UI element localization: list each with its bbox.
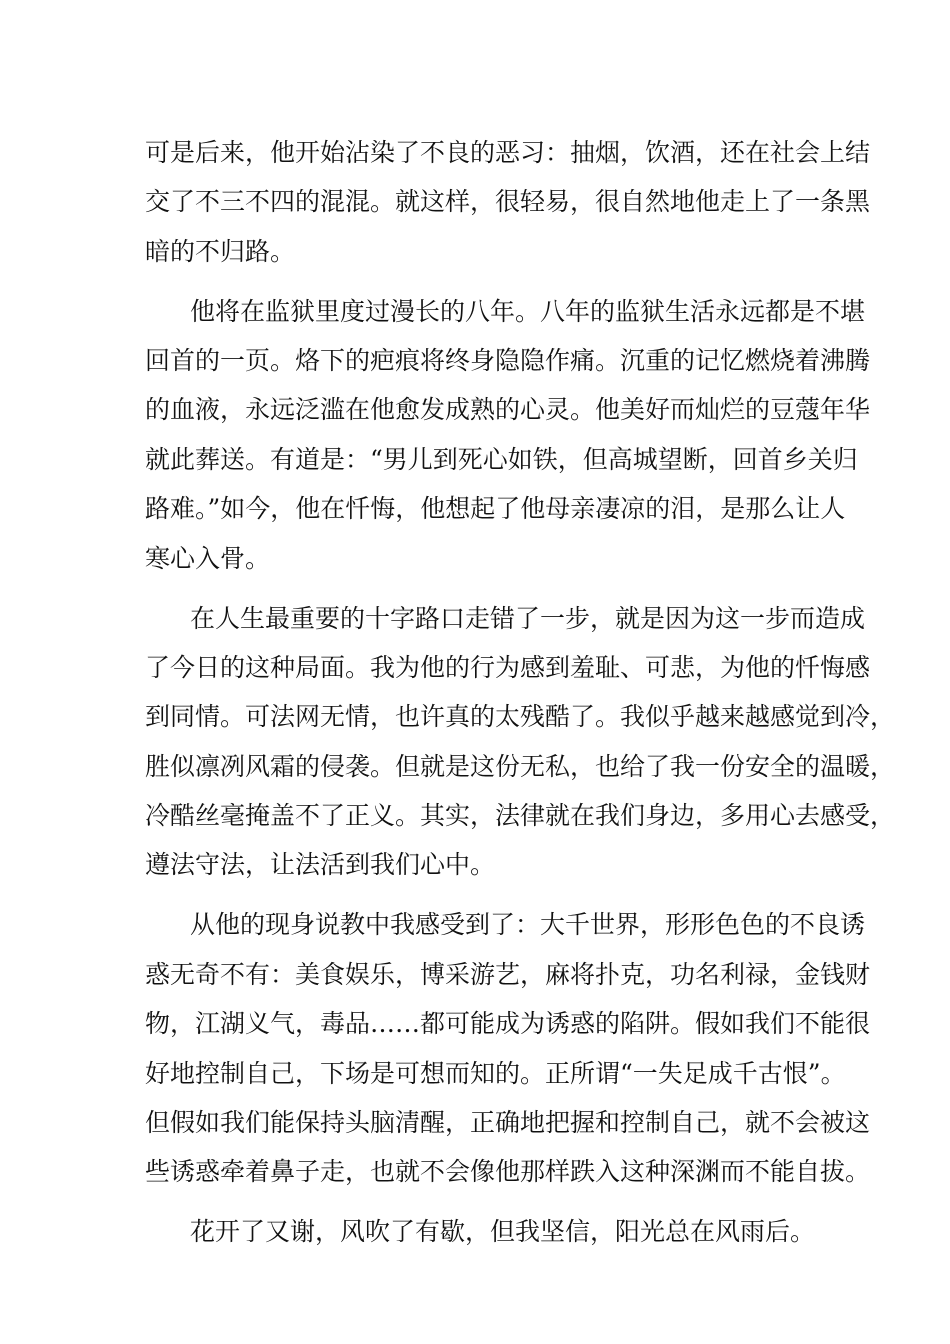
paragraph-line: 可是后来，他开始沾染了不良的恶习：抽烟，饮酒，还在社会上结 [145,138,871,167]
paragraph-line: 寒心入骨。 [145,543,271,573]
paragraph-line: 暗的不归路。 [145,236,296,266]
document-body [145,128,896,1267]
paragraph-line: 花开了又谢，风吹了有歇，但我坚信，阳光总在风雨后。 [190,1217,816,1247]
paragraph-line: 胜似凛冽风霜的侵袭。但就是这份无私，也给了我一份安全的温暖， [145,751,896,781]
paragraph-line: 交了不三不四的混混。就这样，很轻易，很自然地他走上了一条黑 [145,187,871,217]
paragraph-line: 遵法守法，让法活到我们心中。 [145,850,496,880]
paragraph-line: 路难。”如今，他在忏悔，他想起了他母亲凄凉的泪，是那么让人 [145,494,846,524]
paragraph-line: 从他的现身说教中我感受到了：大千世界，形形色色的不良诱 [190,910,866,940]
paragraph-line: 回首的一页。烙下的疤痕将终身隐隐作痛。沉重的记忆燃烧着沸腾 [145,346,871,376]
paragraph-line: 些诱惑牵着鼻子走，也就不会像他那样跌入这种深渊而不能自拔。 [145,1157,871,1187]
paragraph-1 [145,128,871,276]
paragraph-line: 物，江湖义气，毒品……都可能成为诱惑的陷阱。假如我们不能很 [145,1009,871,1039]
paragraph-4 [145,900,871,1196]
paragraph-line: 惑无奇不有：美食娱乐，博采游艺，麻将扑克，功名利禄，金钱财 [145,959,871,989]
paragraph-line: 了今日的这种局面。我为他的行为感到羞耻、可悲，为他的忏悔感 [145,652,871,682]
paragraph-line: 他将在监狱里度过漫长的八年。八年的监狱生活永远都是不堪 [190,296,866,326]
paragraph-line: 的血液，永远泛滥在他愈发成熟的心灵。他美好而灿烂的豆蔻年华 [145,395,871,425]
paragraph-5 [145,1207,825,1256]
paragraph-3 [145,594,896,890]
paragraph-line: 但假如我们能保持头脑清醒，正确地把握和控制自己，就不会被这 [145,1107,871,1137]
paragraph-2 [145,287,871,583]
paragraph-line: 在人生最重要的十字路口走错了一步，就是因为这一步而造成 [190,603,866,633]
paragraph-line: 好地控制自己，下场是可想而知的。正所谓“一失足成千古恨”。 [145,1058,846,1088]
paragraph-line: 就此葬送。有道是：“男儿到死心如铁，但高城望断，回首乡关归 [145,444,858,474]
paragraph-line: 到同情。可法网无情，也许真的太残酷了。我似乎越来越感觉到冷， [145,702,896,732]
paragraph-line: 冷酷丝毫掩盖不了正义。其实，法律就在我们身边，多用心去感受， [145,801,896,831]
